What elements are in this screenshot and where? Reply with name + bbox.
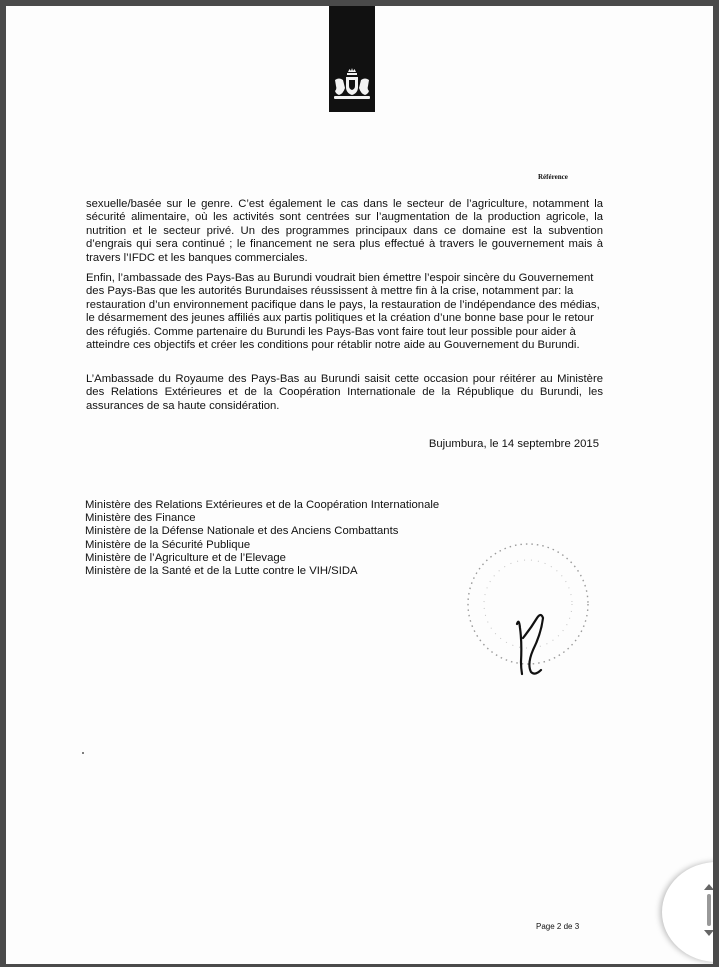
recipient-item: Ministère des Relations Extérieures et de la Coopération Internationale bbox=[85, 499, 440, 511]
handwritten-signature-icon bbox=[509, 604, 561, 684]
date-line: Bujumbura, le 14 septembre 2015 bbox=[428, 438, 599, 450]
recipient-item: Ministère de la Santé et de la Lutte contre le VIH/SIDA bbox=[85, 565, 358, 578]
scroll-widget[interactable] bbox=[662, 862, 713, 962]
coat-of-arms-icon bbox=[329, 68, 375, 102]
paragraph-closing: L’Ambassade du Royaume des Pays-Bas au Burundi saisit cette occasion pour réitérer au Ministère des Relations Extérieures et de la Coopération Internationale de la République du Burundi, les assurances de sa haute considération. bbox=[86, 373, 603, 412]
page-speck bbox=[82, 752, 84, 754]
reference-label: Référence bbox=[538, 173, 568, 181]
document-page bbox=[6, 6, 713, 964]
scroll-down-icon[interactable] bbox=[704, 930, 713, 936]
scroll-up-icon[interactable] bbox=[704, 884, 713, 890]
recipients-list bbox=[85, 499, 439, 578]
recipient-item: Ministère de la Sécurité Publique bbox=[85, 538, 251, 551]
recipient-item: Ministère des Finance bbox=[85, 512, 196, 525]
paragraph-crisis: Enfin, l’ambassade des Pays-Bas au Burundi voudrait bien émettre l’espoir sincère du Gouvernement des Pays-Bas que les autorités Burundaises réussissent à mettre fin à la crise, notamment par: la restauration d’un environnement pacifique dans le pays, la restauration de l’indépendance des médias, le désarmement des jeunes affiliés aux partis politiques et la création d’une bonne base pour le retour des réfugiés. Comme partenaire du Burundi les Pays-Bas vont faire tout leur possible pour aider à atteindre ces objectifs et créer les conditions pour rétablir notre aide au Gouvernement du Burundi. bbox=[86, 272, 600, 352]
header-emblem-band bbox=[329, 6, 375, 112]
page-number: Page 2 de 3 bbox=[536, 922, 580, 931]
recipient-item: Ministère de l’Agriculture et de l’Elevage bbox=[85, 551, 286, 564]
scroll-handle[interactable] bbox=[707, 894, 711, 926]
recipient-item: Ministère de la Défense Nationale et des Anciens Combattants bbox=[85, 525, 399, 538]
paragraph-agriculture: sexuelle/basée sur le genre. C’est également le cas dans le secteur de l’agriculture, notamment la sécurité alimentaire, où les activités sont centrées sur l’augmentation de la production agricole, la nutrition et le secteur privé. Un des programmes principaux dans ce domaine est la subvention d’engrais qui sera continué ; le financement ne sera plus effectué à travers le gouvernement mais à travers l’IFDC et les banques commerciales. bbox=[86, 198, 603, 264]
